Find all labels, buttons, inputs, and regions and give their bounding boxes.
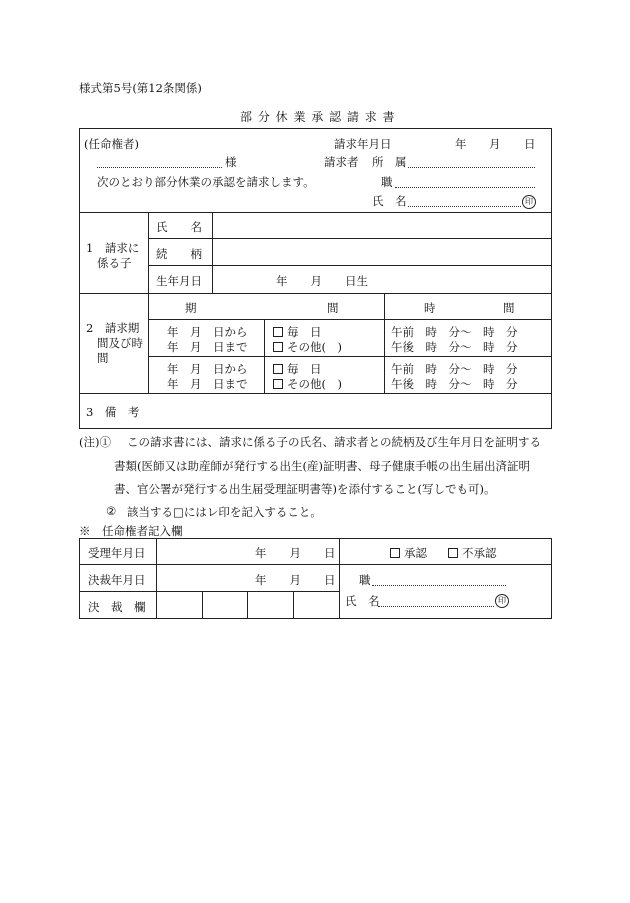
received-date: 年 月 日 [255, 546, 336, 560]
form-number: 様式第5号(第12条関係) [79, 81, 202, 95]
note1-line2: 書類(医師又は助産師が発行する出生(産)証明書、母子健康手帳の出生届出済証明 [114, 459, 530, 473]
child-relation-label: 続 柄 [156, 247, 202, 261]
note1-mark: (注)① [79, 435, 111, 449]
row1-opt2[interactable]: その他( ) [273, 339, 342, 355]
row2-am: 午前 時 分～ 時 分 [391, 362, 518, 376]
row1-opt1[interactable]: 毎 日 [273, 324, 322, 340]
request-month: 月 [489, 137, 501, 151]
section1-label: 1 請求に [86, 241, 140, 255]
request-date-label: 請求年月日 [334, 137, 392, 151]
request-day: 日 [524, 137, 536, 151]
page-title: 部 分 休 業 承 認 請 求 書 [240, 110, 396, 124]
received-label: 受理年月日 [88, 546, 146, 560]
approver-position-field[interactable] [372, 585, 506, 586]
request-year: 年 [455, 137, 467, 151]
section2-label: 2 請求期 [86, 321, 140, 335]
intro-text: 次のとおり部分休業の承認を請求します。 [97, 175, 315, 189]
row2-opt1[interactable]: 毎 日 [273, 361, 322, 377]
requester-name-label: 氏 名 [372, 194, 407, 208]
row1-from: 年 月 日から [167, 325, 248, 339]
checkbox-icon[interactable] [448, 548, 458, 558]
disapprove-option[interactable]: 不承認 [448, 545, 497, 561]
authority-name-field[interactable] [97, 167, 222, 168]
note1-line1: この請求書には、請求に係る子の氏名、請求者との続柄及び生年月日を証明する [127, 435, 541, 449]
row1-pm: 午後 時 分～ 時 分 [391, 340, 518, 354]
note2-text: 該当する□にはレ印を記入すること。 [127, 505, 322, 519]
checkbox-icon[interactable] [273, 327, 283, 337]
checkbox-icon[interactable] [273, 379, 283, 389]
row1-am: 午前 時 分～ 時 分 [391, 325, 518, 339]
child-name-label: 氏 名 [156, 220, 202, 234]
row1-to: 年 月 日まで [167, 340, 248, 354]
sama-label: 様 [225, 155, 237, 169]
row2-from: 年 月 日から [167, 362, 248, 376]
head-kan: 間 [327, 301, 339, 315]
position-label: 職 [381, 175, 393, 189]
dept-field[interactable] [408, 167, 535, 168]
decided-label: 決裁年月日 [88, 573, 146, 587]
approver-name-field[interactable] [378, 606, 494, 607]
decided-date: 年 月 日 [255, 573, 336, 587]
head-kan2: 間 [503, 301, 515, 315]
section1-label-2: 係る子 [97, 256, 132, 270]
approve-option[interactable]: 承認 [390, 545, 427, 561]
note2-mark: ② [106, 504, 117, 518]
head-ji: 時 [424, 301, 436, 315]
section2-label-3: 間 [97, 351, 109, 365]
dept-label: 所 属 [372, 155, 407, 169]
requester-name-field[interactable] [408, 206, 521, 207]
position-field[interactable] [395, 187, 535, 188]
child-birth-value: 年 月 日生 [276, 274, 368, 288]
section2-label-2: 間及び時 [97, 336, 143, 350]
row2-opt2[interactable]: その他( ) [273, 376, 342, 392]
authority-heading: ※ 任命権者記入欄 [79, 524, 183, 538]
approver-position-label: 職 [359, 573, 371, 587]
row2-to: 年 月 日まで [167, 377, 248, 391]
seal-icon: 印 [495, 594, 509, 608]
checkbox-icon[interactable] [390, 548, 400, 558]
child-birth-label: 生年月日 [156, 274, 202, 288]
seal-icon: 印 [522, 195, 536, 209]
note1-line3: 書、官公署が発行する出生届受理証明書等)を添付すること(写しでも可)。 [114, 482, 496, 496]
requester-label: 請求者 [324, 155, 359, 169]
head-ki: 期 [185, 301, 197, 315]
approval-label: 決 裁 欄 [88, 600, 146, 614]
checkbox-icon[interactable] [273, 364, 283, 374]
checkbox-icon[interactable] [273, 342, 283, 352]
row2-pm: 午後 時 分～ 時 分 [391, 377, 518, 391]
approver-name-label: 氏 名 [345, 594, 380, 608]
authority-label: (任命権者) [84, 137, 139, 151]
remarks-label: 3 備 考 [86, 405, 140, 419]
